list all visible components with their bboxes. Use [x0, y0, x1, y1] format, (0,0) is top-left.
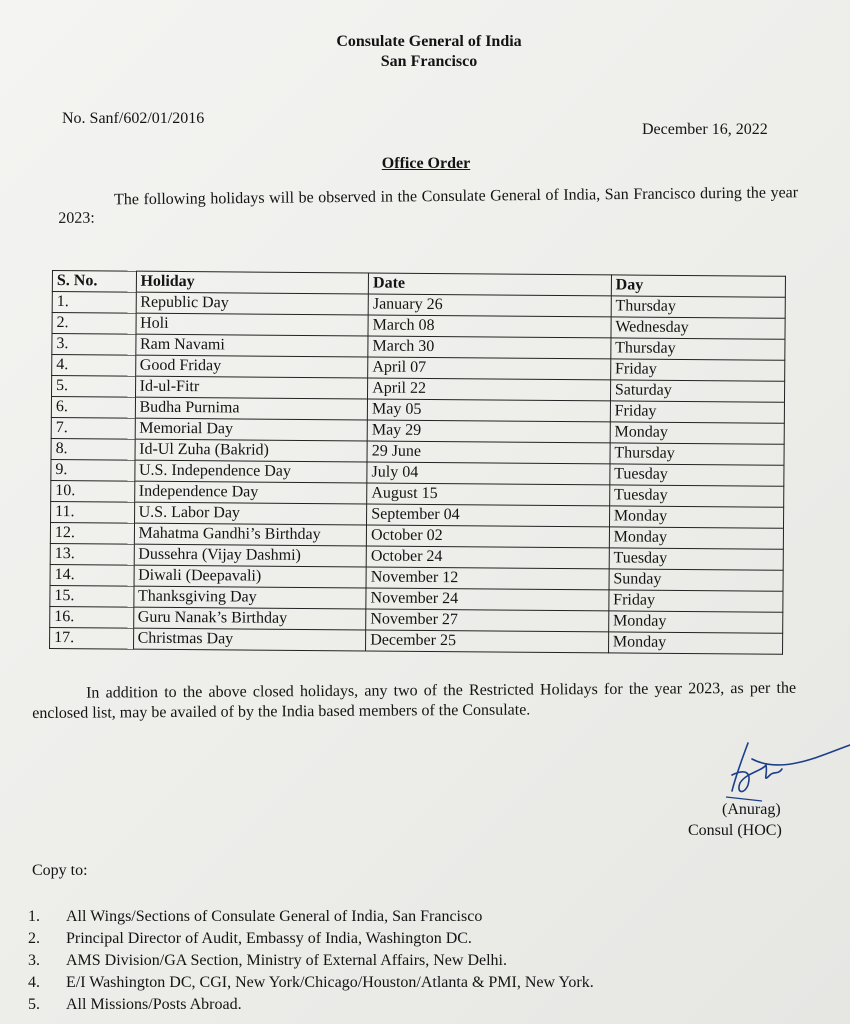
list-item-number: 1. [28, 908, 40, 925]
cell-holiday: Id-Ul Zuha (Bakrid) [135, 439, 368, 462]
cell-date: 29 June [367, 441, 610, 464]
list-item [28, 972, 594, 994]
cell-holiday: Id-ul-Fitr [135, 376, 368, 399]
cell-date: September 04 [367, 504, 610, 527]
cell-holiday: Republic Day [136, 292, 369, 315]
cell-day: Tuesday [610, 464, 784, 486]
cell-sno: 11. [51, 501, 135, 523]
signer-role: Consul (HOC) [688, 822, 782, 839]
cell-holiday: Budha Purnima [135, 397, 368, 420]
cell-date: March 30 [368, 336, 611, 359]
cell-holiday: Guru Nanak’s Birthday [133, 607, 366, 630]
cell-date: August 15 [367, 483, 610, 506]
cell-date: November 24 [366, 588, 609, 611]
cell-day: Friday [610, 401, 784, 423]
list-item-text: AMS Division/GA Section, Ministry of External Affairs, New Delhi. [66, 952, 507, 969]
cell-day: Monday [609, 527, 783, 549]
cell-date: April 07 [368, 357, 611, 380]
cell-sno: 17. [50, 627, 134, 649]
cell-date: March 08 [368, 315, 611, 338]
cell-day: Saturday [610, 380, 784, 402]
cell-sno: 7. [51, 417, 135, 439]
cell-sno: 9. [51, 459, 135, 481]
cell-sno: 16. [50, 606, 134, 628]
copy-to-label: Copy to: [32, 862, 88, 879]
cell-day: Thursday [610, 443, 784, 465]
reference-number: No. Sanf/602/01/2016 [62, 110, 205, 127]
cell-sno: 8. [51, 438, 135, 460]
cell-date: November 12 [366, 567, 609, 590]
addendum-paragraph: In addition to the above closed holidays, any two of the Restricted Holidays for the year 2023, as per the enclosed list, may be availed of by the India based members of the Consulate. [32, 679, 797, 722]
holiday-table [49, 270, 786, 655]
list-item [28, 928, 594, 950]
table-row [50, 627, 783, 654]
cell-sno: 2. [52, 313, 136, 335]
cell-date: January 26 [368, 294, 611, 317]
cell-sno: 10. [51, 480, 135, 502]
list-item [28, 950, 594, 972]
list-item-text: All Missions/Posts Abroad. [66, 996, 242, 1013]
list-item-text: E/I Washington DC, CGI, New York/Chicago/Houston/Atlanta & PMI, New York. [66, 974, 594, 991]
letterhead [0, 32, 850, 72]
cell-day: Tuesday [609, 485, 783, 507]
cell-day: Friday [610, 359, 784, 381]
cell-sno: 5. [52, 376, 136, 398]
cell-date: October 24 [366, 546, 609, 569]
holiday-table-body [50, 292, 786, 655]
cell-sno: 14. [50, 564, 134, 586]
cell-sno: 4. [52, 355, 136, 377]
document-date: December 16, 2022 [642, 121, 768, 138]
cell-sno: 12. [50, 522, 134, 544]
cell-sno: 3. [52, 334, 136, 356]
org-name: Consulate General of India [336, 33, 522, 50]
cell-date: May 29 [367, 420, 610, 443]
cell-date: December 25 [366, 630, 609, 653]
list-item-number: 4. [28, 974, 40, 991]
cell-holiday: Diwali (Deepavali) [134, 565, 367, 588]
cell-day: Monday [610, 422, 784, 444]
cell-holiday: U.S. Independence Day [134, 460, 367, 483]
header-sno: S. No. [52, 271, 136, 293]
org-city: San Francisco [380, 53, 478, 70]
cell-sno: 13. [50, 543, 134, 565]
cell-day: Thursday [611, 296, 785, 318]
list-item-number: 5. [28, 996, 40, 1013]
cell-holiday: Good Friday [135, 355, 368, 378]
list-item-text: All Wings/Sections of Consulate General of India, San Francisco [66, 908, 483, 925]
cell-sno: 1. [52, 292, 136, 314]
cell-holiday: U.S. Labor Day [134, 502, 367, 525]
cell-date: July 04 [367, 462, 610, 485]
intro-paragraph: The following holidays will be observed in the Consulate General of India, San Francisco during the year 2023: [58, 184, 799, 227]
cell-holiday: Dussehra (Vijay Dashmi) [134, 544, 367, 567]
cell-sno: 15. [50, 585, 134, 607]
cell-date: November 27 [366, 609, 609, 632]
cell-date: October 02 [366, 525, 609, 548]
cell-date: April 22 [368, 378, 611, 401]
cell-sno: 6. [51, 397, 135, 419]
list-item-text: Principal Director of Audit, Embassy of India, Washington DC. [66, 930, 472, 947]
cell-holiday: Holi [136, 313, 369, 336]
cell-day: Sunday [609, 569, 783, 591]
header-date: Date [368, 273, 611, 296]
cell-day: Friday [609, 590, 783, 612]
signature-mark [722, 735, 850, 805]
cell-holiday: Memorial Day [135, 418, 368, 441]
cell-day: Tuesday [609, 548, 783, 570]
list-item [28, 994, 594, 1016]
cell-day: Monday [608, 611, 782, 633]
signer-name: (Anurag) [722, 801, 781, 818]
cell-day: Monday [608, 632, 782, 654]
cell-holiday: Christmas Day [133, 628, 366, 651]
header-day: Day [611, 275, 785, 297]
cell-day: Wednesday [611, 317, 785, 339]
cell-date: May 05 [367, 399, 610, 422]
cell-day: Monday [609, 506, 783, 528]
header-holiday: Holiday [136, 271, 369, 294]
list-item-number: 3. [28, 952, 40, 969]
cell-holiday: Mahatma Gandhi’s Birthday [134, 523, 367, 546]
cell-day: Thursday [611, 338, 785, 360]
document-title: Office Order [381, 155, 471, 172]
cell-holiday: Ram Navami [135, 334, 368, 357]
copy-list [28, 906, 594, 1016]
cell-holiday: Independence Day [134, 481, 367, 504]
list-item-number: 2. [28, 930, 40, 947]
list-item [28, 906, 594, 928]
cell-holiday: Thanksgiving Day [133, 586, 366, 609]
